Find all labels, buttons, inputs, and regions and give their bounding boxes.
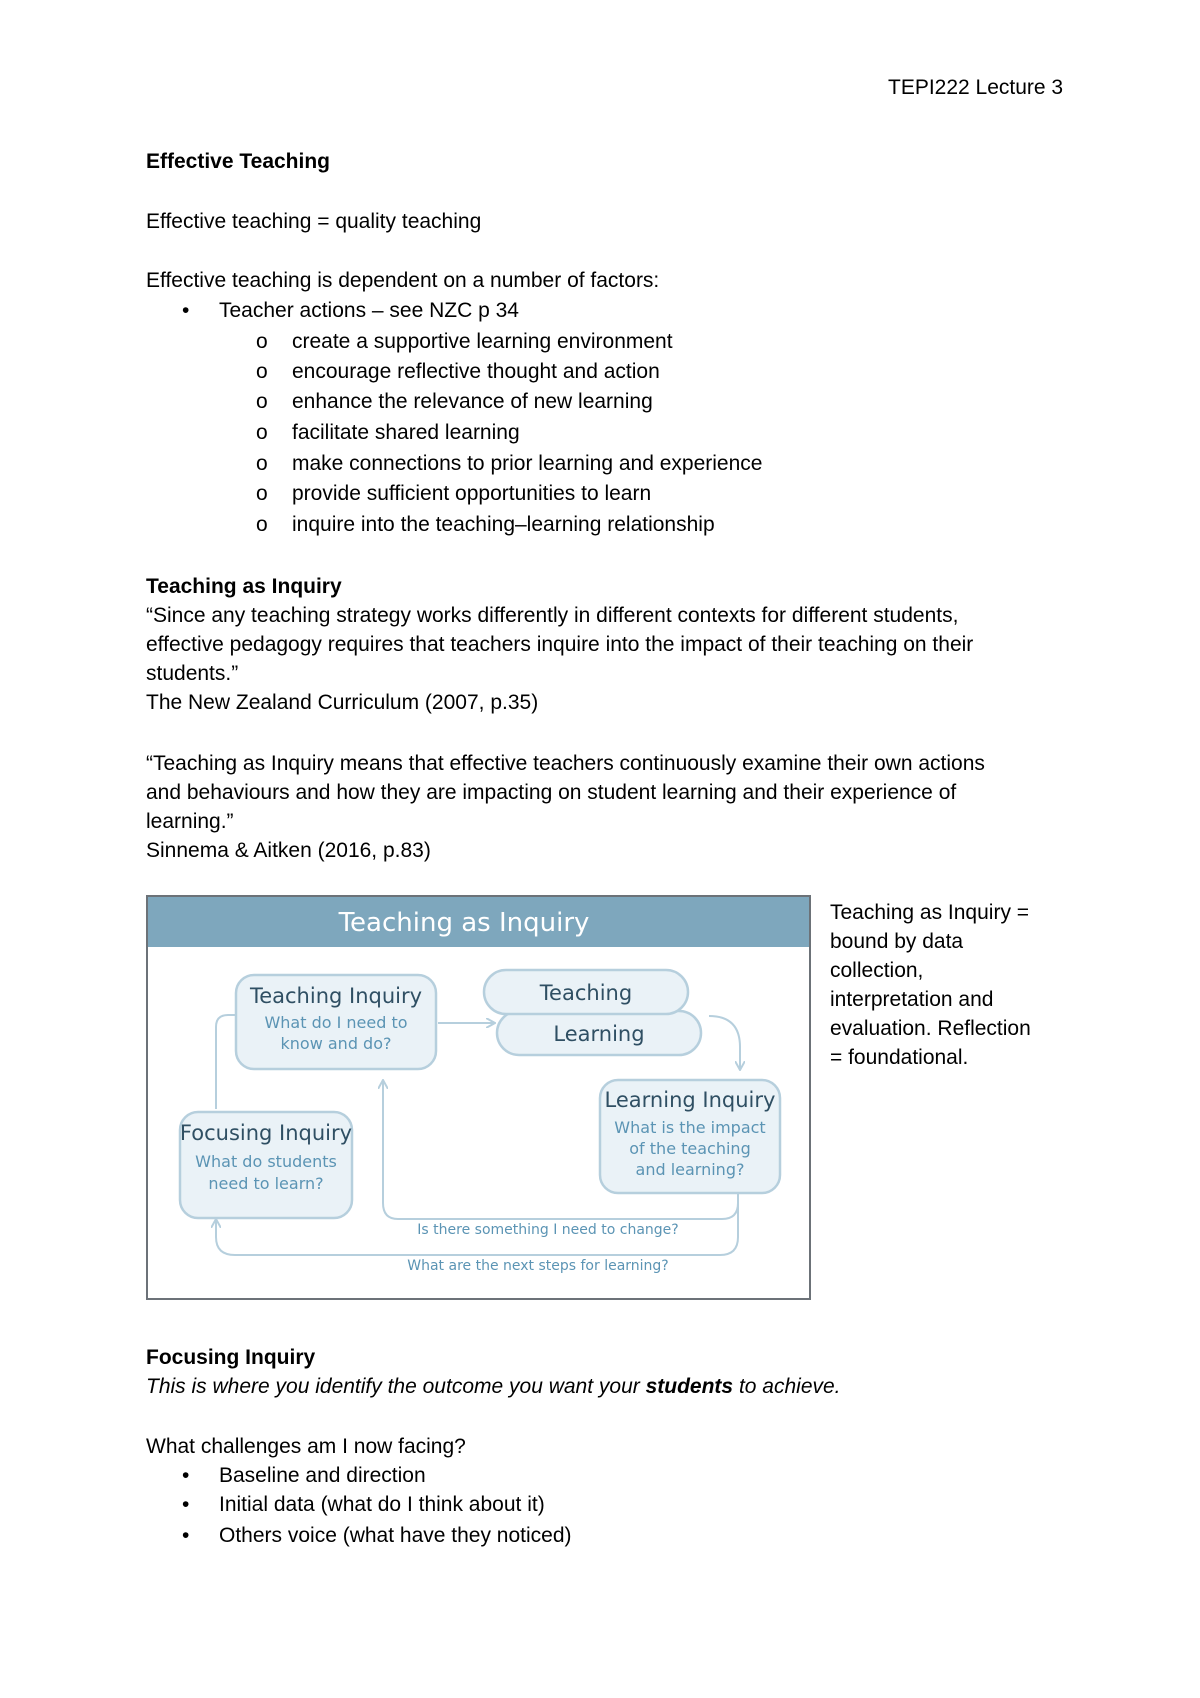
diagram-title: Teaching as Inquiry (338, 908, 590, 938)
teaching-inquiry-title: Teaching Inquiry (249, 984, 423, 1008)
learning-inquiry-question: What is the impact (614, 1118, 766, 1137)
quote2-line: and behaviours and how they are impacting on student learning and their experience of (146, 781, 957, 804)
list-item: create a supportive learning environment (292, 330, 673, 353)
list-item: Initial data (what do I think about it) (219, 1493, 545, 1516)
focusing-inquiry-intro (146, 1372, 841, 1401)
arrow-learning-to-learning-inquiry (709, 1016, 740, 1069)
teacher-actions-bullet: Teacher actions – see NZC p 34 (219, 299, 519, 322)
intro-text: This is where you identify the outcome you want your (146, 1375, 646, 1398)
side-note-line: evaluation. Reflection (830, 1017, 1031, 1040)
learning-label: Learning (553, 1022, 645, 1046)
list-item: encourage reflective thought and action (292, 360, 660, 383)
arrow-focusing-to-teaching-inquiry (216, 1015, 237, 1109)
list-item: provide sufficient opportunities to learn (292, 482, 652, 505)
sub-bullet-marker: o (256, 421, 268, 444)
list-item: make connections to prior learning and experience (292, 452, 763, 475)
course-label: TEPI222 Lecture 3 (888, 76, 1064, 99)
teaching-label: Teaching (539, 981, 633, 1005)
intro-text: to achieve. (733, 1375, 841, 1398)
quote1-line: effective pedagogy requires that teachers inquire into the impact of their teaching on their (146, 633, 974, 656)
learning-inquiry-question: of the teaching (629, 1139, 751, 1158)
list-item: enhance the relevance of new learning (292, 390, 653, 413)
focusing-inquiry-title: Focusing Inquiry (179, 1121, 353, 1145)
focusing-inquiry-question: need to learn? (208, 1174, 324, 1193)
next-steps-question: What are the next steps for learning? (407, 1258, 669, 1274)
intro-emphasis: students (645, 1375, 734, 1398)
teaching-inquiry-diagram (146, 895, 811, 1300)
effective-teaching-definition: Effective teaching = quality teaching (146, 210, 482, 233)
citation-sinnema-aitken: Sinnema & Aitken (2016, p.83) (146, 839, 431, 862)
quote2-line: “Teaching as Inquiry means that effective teachers continuously examine their own actions (146, 752, 985, 775)
teaching-inquiry-question: What do I need to (264, 1013, 408, 1032)
focusing-inquiry-question: What do students (195, 1152, 337, 1171)
teaching-inquiry-question: know and do? (280, 1034, 392, 1053)
bullet-marker: • (182, 1493, 190, 1516)
bullet-marker: • (182, 299, 190, 322)
quote2-line: learning.” (146, 810, 234, 833)
side-note-line: collection, (830, 959, 924, 982)
diagram-canvas (148, 897, 809, 1298)
side-note-line: Teaching as Inquiry = (830, 901, 1030, 924)
bullet-marker: • (182, 1524, 190, 1547)
sub-bullet-marker: o (256, 513, 268, 536)
sub-bullet-marker: o (256, 330, 268, 353)
side-note-line: bound by data (830, 930, 964, 953)
teaching-as-inquiry-heading: Teaching as Inquiry (146, 575, 342, 598)
change-question: Is there something I need to change? (417, 1222, 679, 1238)
quote1-line: students.” (146, 662, 239, 685)
side-note-line: = foundational. (830, 1046, 969, 1069)
bullet-marker: • (182, 1464, 190, 1487)
quote1-line: “Since any teaching strategy works differently in different contexts for different students, (146, 604, 959, 627)
side-note-line: interpretation and (830, 988, 994, 1011)
factors-intro: Effective teaching is dependent on a number of factors: (146, 269, 660, 292)
list-item: Others voice (what have they noticed) (219, 1524, 572, 1547)
list-item: facilitate shared learning (292, 421, 520, 444)
list-item: inquire into the teaching–learning relationship (292, 513, 715, 536)
challenges-question: What challenges am I now facing? (146, 1435, 466, 1458)
sub-bullet-marker: o (256, 390, 268, 413)
focusing-inquiry-heading: Focusing Inquiry (146, 1346, 316, 1369)
list-item: Baseline and direction (219, 1464, 426, 1487)
sub-bullet-marker: o (256, 482, 268, 505)
learning-inquiry-question: and learning? (635, 1160, 745, 1179)
learning-inquiry-title: Learning Inquiry (604, 1088, 776, 1112)
citation-nzc: The New Zealand Curriculum (2007, p.35) (146, 691, 539, 714)
sub-bullet-marker: o (256, 360, 268, 383)
sub-bullet-marker: o (256, 452, 268, 475)
effective-teaching-heading: Effective Teaching (146, 150, 330, 173)
